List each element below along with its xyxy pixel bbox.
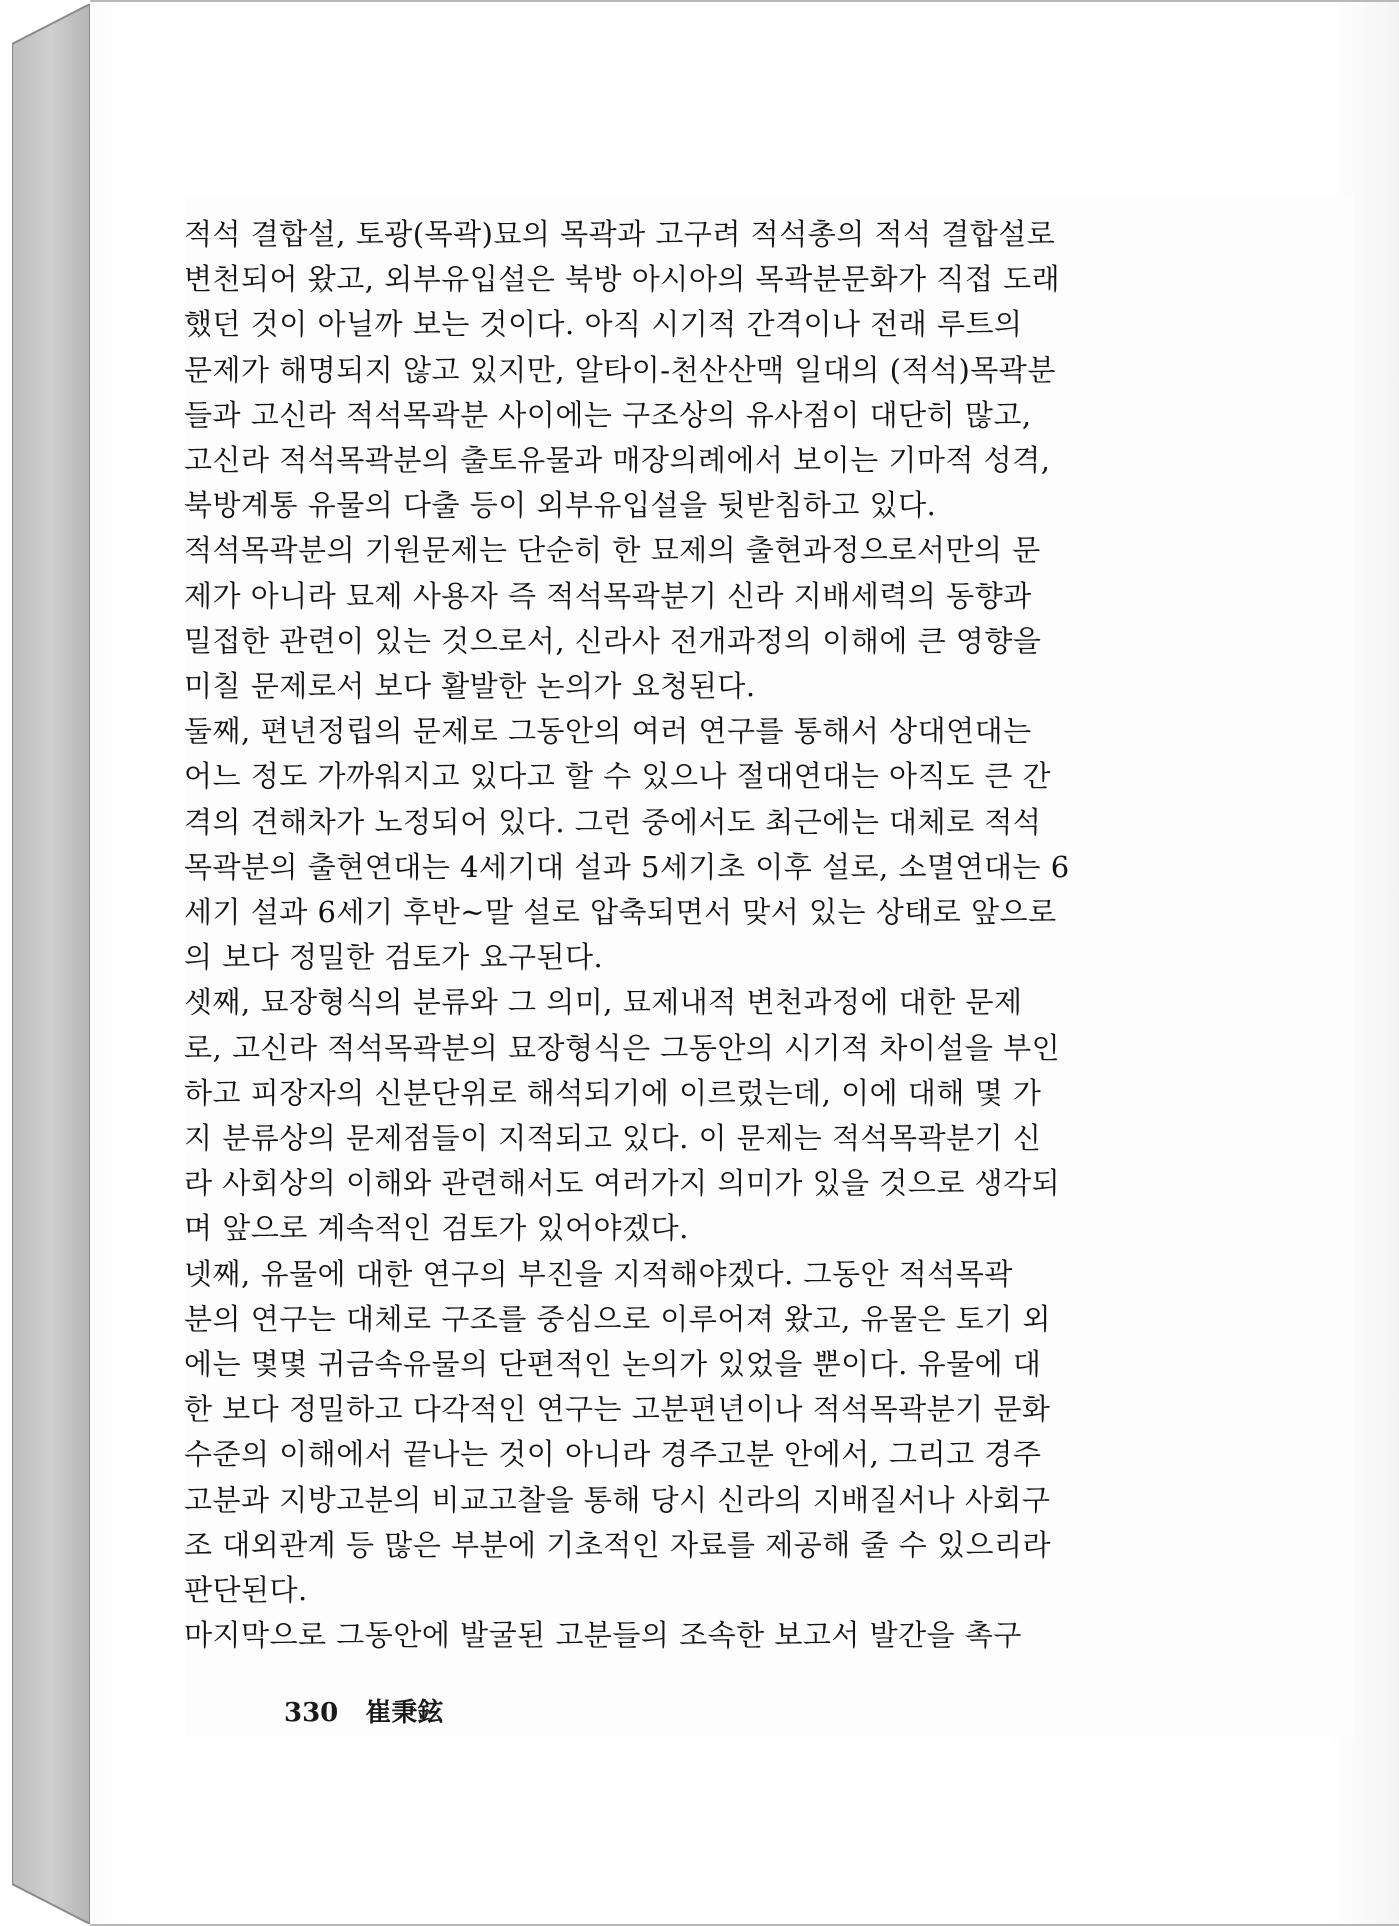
- paragraph-reports: 마지막으로 그동안에 발굴된 고분들의 조속한 보고서 발간을 촉구: [184, 1618, 1022, 1653]
- author-name: 崔秉鉉: [365, 1698, 444, 1728]
- page-body-text: [184, 212, 1254, 1659]
- book-spine: [12, 4, 92, 1924]
- paragraph-origin-theories: 적석 결합설, 토광(목곽)묘의 목곽과 고구려 적석총의 적석 결합설로 변천되어 왔고, 외부유입설은 북방 아시아의 목곽분문화가 직접 도래 했던 것이 아닐까 보는 것이다. 아직 시기적 간격이나 전래 루트의 문제가 해명되지 않고 있지만, 알타이-천산산맥 일대의 (적석)목곽분 들과 고신라 적석목곽분 사이에는 구조상의 유사점이 대단히 많고, 고신라 적석목곽분의 출토유물과 매장의례에서 보이는 기마적 성격, 북방계통 유물의 다출 등이 외부유입설을 뒷받침하고 있다.: [184, 217, 1061, 523]
- paragraph-artifacts: 넷째, 유물에 대한 연구의 부진을 지적해야겠다. 그동안 적석목곽 분의 연구는 대체로 구조를 중심으로 이루어져 왔고, 유물은 토기 외 에는 몇몇 귀금속유물의 단편적인 논의가 있었을 뿐이다. 유물에 대 한 보다 정밀하고 다각적인 연구는 고분편년이나 적석목곽분기 문화 수준의 이해에서 끝나는 것이 아니라 경주고분 안에서, 그리고 경주 고분과 지방고분의 비교고찰을 통해 당시 신라의 지배질서나 사회구 조 대외관계 등 많은 부분에 기초적인 자료를 제공해 줄 수 있으리라 판단된다.: [184, 1256, 1052, 1608]
- page-footer: [284, 1692, 443, 1729]
- paragraph-origin-problem: 적석목곽분의 기원문제는 단순히 한 묘제의 출현과정으로서만의 문 제가 아니라 묘제 사용자 즉 적석목곽분기 신라 지배세력의 동향과 밀접한 관련이 있는 것으로서, 신라사 전개과정의 이해에 큰 영향을 미칠 문제로서 보다 활발한 논의가 요청된다.: [184, 533, 1042, 704]
- paragraph-burial-types: 셋째, 묘장형식의 분류와 그 의미, 묘제내적 변천과정에 대한 문제 로, 고신라 적석목곽분의 묘장형식은 그동안의 시기적 차이설을 부인 하고 피장자의 신분단위로 해석되기에 이르렀는데, 이에 대해 몇 가 지 분류상의 문제점들이 지적되고 있다. 이 문제는 적석목곽분기 신 라 사회상의 이해와 관련해서도 여러가지 의미가 있을 것으로 생각되 며 앞으로 계속적인 검토가 있어야겠다.: [184, 985, 1061, 1246]
- paragraph-chronology: 둘째, 편년정립의 문제로 그동안의 여러 연구를 통해서 상대연대는 어느 정도 가까워지고 있다고 할 수 있으나 절대연대는 아직도 큰 간 격의 견해차가 노정되어 있다. 그런 중에서도 최근에는 대체로 적석 목곽분의 출현연대는 4세기대 설과 5세기초 이후 설로, 소멸연대는 6 세기 설과 6세기 후반~말 설로 압축되면서 맞서 있는 상태로 앞으로 의 보다 정밀한 검토가 요구된다.: [184, 714, 1070, 975]
- page-number: 330: [284, 1698, 339, 1728]
